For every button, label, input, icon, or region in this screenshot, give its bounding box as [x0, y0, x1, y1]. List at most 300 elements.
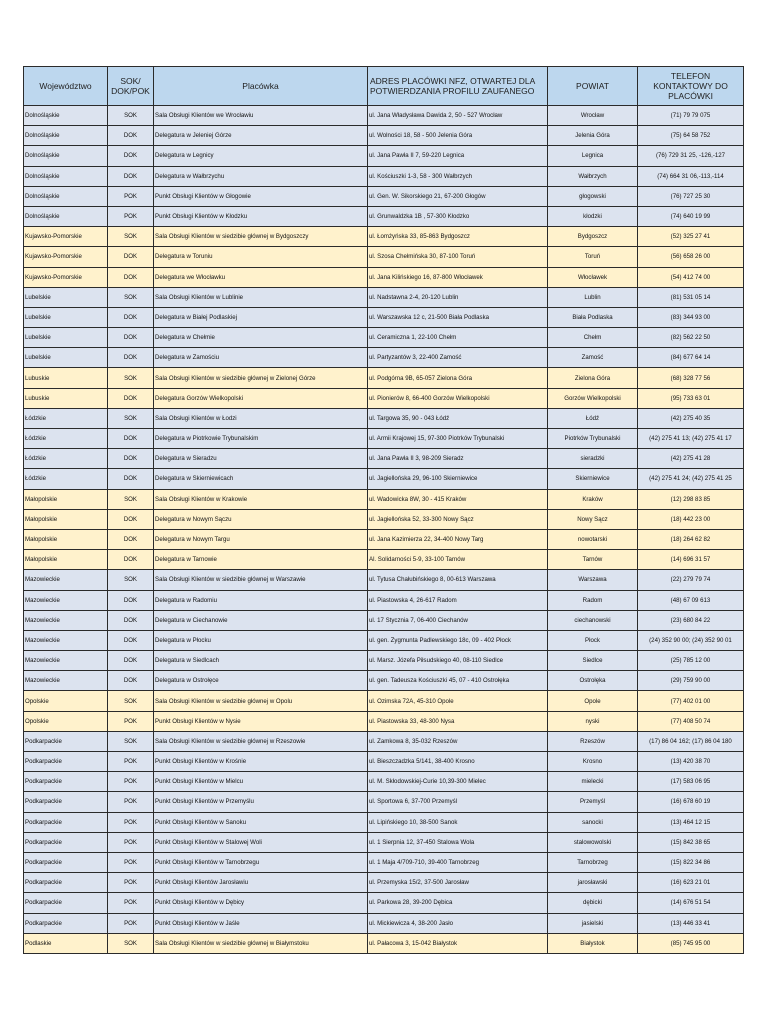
cell-adres: ul. Bieszczadzka 5/141, 38-400 Krosno [368, 752, 548, 772]
table-row [24, 630, 744, 650]
header-powiat: POWIAT [548, 67, 638, 106]
cell-adres: ul. Piastowska 33, 48-300 Nysa [368, 711, 548, 731]
cell-telefon: (16) 678 60 19 [638, 792, 744, 812]
table-row [24, 227, 744, 247]
table-row [24, 711, 744, 731]
cell-telefon: (48) 67 09 613 [638, 590, 744, 610]
cell-typ: SOK [108, 489, 154, 509]
cell-telefon: (75) 64 58 752 [638, 126, 744, 146]
cell-adres: ul. Grunwaldzka 1B , 57-300 Kłodzko [368, 206, 548, 226]
cell-typ: POK [108, 873, 154, 893]
cell-adres: ul. Jana Kazimierza 22, 34-400 Nowy Targ [368, 529, 548, 549]
cell-typ: POK [108, 852, 154, 872]
cell-powiat: Włocławek [548, 267, 638, 287]
cell-wojewodztwo: Kujawsko-Pomorskie [24, 247, 108, 267]
cell-placowka: Sala Obsługi Klientów w Krakowie [154, 489, 368, 509]
cell-typ: DOK [108, 509, 154, 529]
cell-adres: ul. Pionierów 8, 66-400 Gorzów Wielkopolski [368, 388, 548, 408]
cell-telefon: (76) 727 25 30 [638, 186, 744, 206]
cell-powiat: Bydgoszcz [548, 227, 638, 247]
cell-placowka: Sala Obsługi Klientów w Lublinie [154, 287, 368, 307]
cell-typ: POK [108, 711, 154, 731]
cell-wojewodztwo: Podkarpackie [24, 752, 108, 772]
cell-adres: ul. Podgórna 9B, 65-057 Zielona Góra [368, 368, 548, 388]
cell-adres: ul. 17 Stycznia 7, 06-400 Ciechanów [368, 610, 548, 630]
cell-powiat: Płock [548, 630, 638, 650]
cell-adres: ul. Marsz. Józefa Piłsudskiego 40, 08-110 Siedlce [368, 651, 548, 671]
cell-wojewodztwo: Mazowieckie [24, 630, 108, 650]
nfz-offices-table [23, 66, 744, 954]
cell-powiat: Tarnów [548, 550, 638, 570]
cell-adres: ul. 1 Maja 4/709-710, 39-400 Tarnobrzeg [368, 852, 548, 872]
cell-wojewodztwo: Dolnośląskie [24, 166, 108, 186]
cell-wojewodztwo: Mazowieckie [24, 590, 108, 610]
cell-wojewodztwo: Lubelskie [24, 348, 108, 368]
cell-placowka: Delegatura w Nowym Sączu [154, 509, 368, 529]
cell-typ: DOK [108, 469, 154, 489]
cell-typ: POK [108, 206, 154, 226]
cell-telefon: (68) 328 77 56 [638, 368, 744, 388]
cell-adres: ul. Nadstawna 2-4, 20-120 Lublin [368, 287, 548, 307]
cell-typ: DOK [108, 247, 154, 267]
cell-placowka: Delegatura Gorzów Wielkopolski [154, 388, 368, 408]
table-row [24, 832, 744, 852]
cell-typ: SOK [108, 933, 154, 953]
cell-powiat: Łódź [548, 408, 638, 428]
cell-adres: ul. Szosa Chełmińska 30, 87-100 Toruń [368, 247, 548, 267]
cell-powiat: Lublin [548, 287, 638, 307]
cell-telefon: (17) 86 04 162; (17) 86 04 180 [638, 731, 744, 751]
cell-powiat: jasielski [548, 913, 638, 933]
cell-adres: ul. Mickiewicza 4, 38-200 Jasło [368, 913, 548, 933]
cell-placowka: Punkt Obsługi Klientów w Stalowej Woli [154, 832, 368, 852]
cell-powiat: Skierniewice [548, 469, 638, 489]
table-row [24, 348, 744, 368]
cell-adres: ul. Targowa 35, 90 - 043 Łódź [368, 408, 548, 428]
cell-typ: DOK [108, 610, 154, 630]
cell-adres: ul. Tytusa Chałubińskiego 8, 00-613 Warszawa [368, 570, 548, 590]
table-row [24, 671, 744, 691]
cell-typ: POK [108, 752, 154, 772]
cell-adres: ul. Łomżyńska 33, 85-863 Bydgoszcz [368, 227, 548, 247]
table-row [24, 893, 744, 913]
cell-telefon: (83) 344 93 00 [638, 307, 744, 327]
table-row [24, 469, 744, 489]
cell-powiat: dębicki [548, 893, 638, 913]
cell-typ: SOK [108, 570, 154, 590]
cell-placowka: Delegatura w Piotrkowie Trybunalskim [154, 429, 368, 449]
table-row [24, 852, 744, 872]
cell-typ: SOK [108, 731, 154, 751]
table-row [24, 913, 744, 933]
table-row [24, 106, 744, 126]
cell-powiat: mielecki [548, 772, 638, 792]
cell-placowka: Punkt Obsługi Klientów w Przemyślu [154, 792, 368, 812]
cell-placowka: Punkt Obsługi Klientów w Tarnobrzegu [154, 852, 368, 872]
cell-wojewodztwo: Łódzkie [24, 469, 108, 489]
cell-adres: ul. gen. Tadeusza Kościuszki 45, 07 - 410 Ostrołęka [368, 671, 548, 691]
cell-powiat: Wrocław [548, 106, 638, 126]
cell-wojewodztwo: Podkarpackie [24, 832, 108, 852]
cell-wojewodztwo: Podkarpackie [24, 852, 108, 872]
cell-wojewodztwo: Podkarpackie [24, 812, 108, 832]
cell-typ: DOK [108, 651, 154, 671]
cell-wojewodztwo: Mazowieckie [24, 671, 108, 691]
table-body [24, 106, 744, 954]
cell-powiat: sieradzki [548, 449, 638, 469]
table-header [24, 67, 744, 106]
table-row [24, 328, 744, 348]
cell-telefon: (52) 325 27 41 [638, 227, 744, 247]
cell-placowka: Punkt Obsługi Klientów w Nysie [154, 711, 368, 731]
cell-placowka: Sala Obsługi Klientów we Wrocławiu [154, 106, 368, 126]
cell-typ: POK [108, 893, 154, 913]
cell-wojewodztwo: Lubelskie [24, 287, 108, 307]
cell-telefon: (23) 680 84 22 [638, 610, 744, 630]
cell-placowka: Delegatura w Ostrołęce [154, 671, 368, 691]
cell-placowka: Punkt Obsługi Klientów Jarosławiu [154, 873, 368, 893]
cell-powiat: Białystok [548, 933, 638, 953]
cell-placowka: Delegatura w Radomiu [154, 590, 368, 610]
header-telefon: TELEFON KONTAKTOWY DO PLACÓWKI [638, 67, 744, 106]
cell-telefon: (71) 79 79 075 [638, 106, 744, 126]
cell-wojewodztwo: Mazowieckie [24, 610, 108, 630]
cell-typ: POK [108, 792, 154, 812]
cell-wojewodztwo: Dolnośląskie [24, 146, 108, 166]
cell-placowka: Sala Obsługi Klientów w siedzibie głównej w Bydgoszczy [154, 227, 368, 247]
table-row [24, 792, 744, 812]
cell-placowka: Delegatura w Ciechanowie [154, 610, 368, 630]
cell-telefon: (15) 842 38 65 [638, 832, 744, 852]
cell-powiat: sanocki [548, 812, 638, 832]
cell-telefon: (14) 676 51 54 [638, 893, 744, 913]
cell-adres: ul. gen. Zygmunta Padlewskiego 18c, 09 - 402 Płock [368, 630, 548, 650]
cell-adres: ul. Jagiellońska 52, 33-300 Nowy Sącz [368, 509, 548, 529]
cell-adres: ul. Ceramiczna 1, 22-100 Chełm [368, 328, 548, 348]
cell-adres: ul. Partyzantów 3, 22-400 Zamość [368, 348, 548, 368]
cell-typ: DOK [108, 166, 154, 186]
cell-wojewodztwo: Łódzkie [24, 449, 108, 469]
cell-telefon: (13) 464 12 15 [638, 812, 744, 832]
table-row [24, 287, 744, 307]
cell-typ: DOK [108, 630, 154, 650]
cell-placowka: Sala Obsługi Klientów w Łodzi [154, 408, 368, 428]
cell-powiat: głogowski [548, 186, 638, 206]
cell-typ: DOK [108, 529, 154, 549]
cell-powiat: kłodzki [548, 206, 638, 226]
cell-telefon: (77) 402 01 00 [638, 691, 744, 711]
cell-wojewodztwo: Podlaskie [24, 933, 108, 953]
cell-powiat: Zielona Góra [548, 368, 638, 388]
cell-powiat: Jelenia Góra [548, 126, 638, 146]
cell-telefon: (15) 822 34 86 [638, 852, 744, 872]
cell-telefon: (13) 446 33 41 [638, 913, 744, 933]
cell-wojewodztwo: Dolnośląskie [24, 206, 108, 226]
cell-powiat: Nowy Sącz [548, 509, 638, 529]
table-row [24, 307, 744, 327]
table-row [24, 206, 744, 226]
cell-wojewodztwo: Opolskie [24, 691, 108, 711]
cell-wojewodztwo: Podkarpackie [24, 772, 108, 792]
cell-typ: DOK [108, 550, 154, 570]
cell-typ: DOK [108, 267, 154, 287]
cell-placowka: Punkt Obsługi Klientów w Sanoku [154, 812, 368, 832]
table-row [24, 368, 744, 388]
cell-adres: ul. Sportowa 6, 37-700 Przemyśl [368, 792, 548, 812]
cell-powiat: Biała Podlaska [548, 307, 638, 327]
header-adres: ADRES PLACÓWKI NFZ, OTWARTEJ DLA POTWIERDZANIA PROFILU ZAUFANEGO [368, 67, 548, 106]
cell-powiat: Opole [548, 691, 638, 711]
cell-adres: ul. Pałacowa 3, 15-042 Białystok [368, 933, 548, 953]
cell-placowka: Delegatura w Chełmie [154, 328, 368, 348]
cell-wojewodztwo: Dolnośląskie [24, 126, 108, 146]
table-row [24, 166, 744, 186]
table-row [24, 126, 744, 146]
table-row [24, 651, 744, 671]
table-row [24, 489, 744, 509]
cell-placowka: Sala Obsługi Klientów w siedzibie głównej w Białymstoku [154, 933, 368, 953]
table-row [24, 267, 744, 287]
cell-adres: ul. Parkowa 28, 39-200 Dębica [368, 893, 548, 913]
cell-telefon: (29) 759 90 00 [638, 671, 744, 691]
table-row [24, 408, 744, 428]
table-row [24, 610, 744, 630]
cell-placowka: Delegatura w Jeleniej Górze [154, 126, 368, 146]
cell-typ: DOK [108, 429, 154, 449]
cell-adres: ul. Jana Władysława Dawida 2, 50 - 527 Wrocław [368, 106, 548, 126]
cell-wojewodztwo: Dolnośląskie [24, 106, 108, 126]
table-row [24, 186, 744, 206]
cell-powiat: Tarnobrzeg [548, 852, 638, 872]
cell-powiat: nowotarski [548, 529, 638, 549]
cell-powiat: ciechanowski [548, 610, 638, 630]
cell-telefon: (74) 664 31 06,-113,-114 [638, 166, 744, 186]
cell-typ: DOK [108, 307, 154, 327]
cell-typ: POK [108, 832, 154, 852]
cell-powiat: stalowowolski [548, 832, 638, 852]
cell-adres: ul. Jana Kilińskiego 16, 87-800 Włocławek [368, 267, 548, 287]
cell-telefon: (22) 279 79 74 [638, 570, 744, 590]
cell-placowka: Delegatura w Legnicy [154, 146, 368, 166]
table-row [24, 691, 744, 711]
table-row [24, 873, 744, 893]
cell-typ: DOK [108, 671, 154, 691]
cell-telefon: (85) 745 95 00 [638, 933, 744, 953]
table-row [24, 247, 744, 267]
cell-typ: DOK [108, 449, 154, 469]
cell-telefon: (74) 640 19 99 [638, 206, 744, 226]
cell-powiat: Krosno [548, 752, 638, 772]
table-row [24, 146, 744, 166]
cell-wojewodztwo: Małopolskie [24, 529, 108, 549]
cell-telefon: (17) 583 06 95 [638, 772, 744, 792]
cell-powiat: jarosławski [548, 873, 638, 893]
cell-powiat: nyski [548, 711, 638, 731]
cell-adres: Al. Solidarności 5-9, 33-100 Tarnów [368, 550, 548, 570]
table-row [24, 731, 744, 751]
cell-placowka: Delegatura w Sieradzu [154, 449, 368, 469]
cell-telefon: (54) 412 74 00 [638, 267, 744, 287]
table-row [24, 752, 744, 772]
cell-wojewodztwo: Małopolskie [24, 509, 108, 529]
cell-telefon: (24) 352 90 00; (24) 352 90 01 [638, 630, 744, 650]
cell-wojewodztwo: Kujawsko-Pomorskie [24, 267, 108, 287]
cell-adres: ul. Wolności 18, 58 - 500 Jelenia Góra [368, 126, 548, 146]
cell-adres: ul. Kościuszki 1-3, 58 - 300 Wałbrzych [368, 166, 548, 186]
cell-placowka: Delegatura w Skierniewicach [154, 469, 368, 489]
table-row [24, 529, 744, 549]
cell-placowka: Delegatura w Wałbrzychu [154, 166, 368, 186]
cell-adres: ul. Przemyska 15/2, 37-500 Jarosław [368, 873, 548, 893]
cell-telefon: (14) 696 31 57 [638, 550, 744, 570]
cell-placowka: Delegatura we Włocławku [154, 267, 368, 287]
cell-wojewodztwo: Łódzkie [24, 408, 108, 428]
cell-telefon: (18) 442 23 00 [638, 509, 744, 529]
cell-wojewodztwo: Podkarpackie [24, 792, 108, 812]
cell-placowka: Delegatura w Zamościu [154, 348, 368, 368]
cell-typ: SOK [108, 408, 154, 428]
cell-powiat: Ostrołęka [548, 671, 638, 691]
cell-placowka: Sala Obsługi Klientów w siedzibie głównej w Warszawie [154, 570, 368, 590]
cell-adres: ul. Ozimska 72A, 45-310 Opole [368, 691, 548, 711]
cell-typ: DOK [108, 146, 154, 166]
cell-powiat: Piotrków Trybunalski [548, 429, 638, 449]
cell-placowka: Punkt Obsługi Klientów w Jaśle [154, 913, 368, 933]
cell-telefon: (18) 264 62 82 [638, 529, 744, 549]
table-row [24, 550, 744, 570]
cell-telefon: (84) 677 64 14 [638, 348, 744, 368]
cell-powiat: Siedlce [548, 651, 638, 671]
cell-telefon: (56) 658 26 00 [638, 247, 744, 267]
cell-powiat: Zamość [548, 348, 638, 368]
cell-telefon: (81) 531 05 14 [638, 287, 744, 307]
cell-adres: ul. Piastowska 4, 26-617 Radom [368, 590, 548, 610]
cell-placowka: Delegatura w Płocku [154, 630, 368, 650]
cell-powiat: Rzeszów [548, 731, 638, 751]
cell-adres: ul. Lipińskiego 10, 38-500 Sanok [368, 812, 548, 832]
cell-adres: ul. Jana Pawła II 7, 59-220 Legnica [368, 146, 548, 166]
cell-adres: ul. Armii Krajowej 15, 97-300 Piotrków Trybunalski [368, 429, 548, 449]
cell-typ: DOK [108, 126, 154, 146]
cell-wojewodztwo: Lubuskie [24, 368, 108, 388]
cell-powiat: Kraków [548, 489, 638, 509]
table-row [24, 509, 744, 529]
table-row [24, 812, 744, 832]
cell-telefon: (42) 275 41 28 [638, 449, 744, 469]
cell-wojewodztwo: Mazowieckie [24, 651, 108, 671]
table-row [24, 429, 744, 449]
cell-telefon: (12) 298 83 85 [638, 489, 744, 509]
cell-telefon: (42) 275 40 35 [638, 408, 744, 428]
cell-typ: DOK [108, 328, 154, 348]
cell-wojewodztwo: Podkarpackie [24, 731, 108, 751]
cell-typ: DOK [108, 348, 154, 368]
cell-typ: SOK [108, 287, 154, 307]
cell-typ: DOK [108, 388, 154, 408]
cell-placowka: Sala Obsługi Klientów w siedzibie głównej w Rzeszowie [154, 731, 368, 751]
cell-adres: ul. Jana Pawła II 3, 98-209 Sieradz [368, 449, 548, 469]
header-row [24, 67, 744, 106]
cell-telefon: (77) 408 50 74 [638, 711, 744, 731]
cell-telefon: (25) 785 12 00 [638, 651, 744, 671]
cell-placowka: Delegatura w Tarnowie [154, 550, 368, 570]
cell-telefon: (95) 733 63 01 [638, 388, 744, 408]
cell-wojewodztwo: Podkarpackie [24, 893, 108, 913]
cell-placowka: Punkt Obsługi Klientów w Kłodzku [154, 206, 368, 226]
cell-typ: SOK [108, 106, 154, 126]
table-row [24, 933, 744, 953]
cell-adres: ul. Warszawska 12 c, 21-500 Biała Podlaska [368, 307, 548, 327]
cell-wojewodztwo: Lubuskie [24, 388, 108, 408]
cell-placowka: Punkt Obsługi Klientów w Dębicy [154, 893, 368, 913]
cell-wojewodztwo: Opolskie [24, 711, 108, 731]
cell-wojewodztwo: Podkarpackie [24, 873, 108, 893]
cell-telefon: (76) 729 31 25, -126,-127 [638, 146, 744, 166]
header-placowka: Placówka [154, 67, 368, 106]
cell-adres: ul. M. Skłodowskiej-Curie 10,39-300 Mielec [368, 772, 548, 792]
cell-telefon: (16) 623 21 01 [638, 873, 744, 893]
table-row [24, 449, 744, 469]
cell-powiat: Chełm [548, 328, 638, 348]
cell-placowka: Sala Obsługi Klientów w siedzibie głównej w Zielonej Górze [154, 368, 368, 388]
cell-adres: ul. Jagiellońska 29, 96-100 Skierniewice [368, 469, 548, 489]
cell-typ: POK [108, 812, 154, 832]
header-typ: SOK/ DOK/POK [108, 67, 154, 106]
cell-wojewodztwo: Małopolskie [24, 489, 108, 509]
cell-typ: POK [108, 772, 154, 792]
cell-telefon: (42) 275 41 13; (42) 275 41 17 [638, 429, 744, 449]
cell-wojewodztwo: Dolnośląskie [24, 186, 108, 206]
table-row [24, 388, 744, 408]
table-row [24, 590, 744, 610]
cell-placowka: Punkt Obsługi Klientów w Krośnie [154, 752, 368, 772]
cell-typ: SOK [108, 227, 154, 247]
cell-placowka: Delegatura w Siedlcach [154, 651, 368, 671]
cell-wojewodztwo: Lubelskie [24, 307, 108, 327]
table-row [24, 570, 744, 590]
cell-placowka: Delegatura w Toruniu [154, 247, 368, 267]
cell-telefon: (42) 275 41 24; (42) 275 41 25 [638, 469, 744, 489]
cell-typ: SOK [108, 691, 154, 711]
cell-placowka: Delegatura w Nowym Targu [154, 529, 368, 549]
cell-typ: POK [108, 186, 154, 206]
cell-adres: ul. Zamkowa 8, 35-032 Rzeszów [368, 731, 548, 751]
cell-wojewodztwo: Kujawsko-Pomorskie [24, 227, 108, 247]
cell-telefon: (82) 562 22 50 [638, 328, 744, 348]
cell-powiat: Toruń [548, 247, 638, 267]
cell-powiat: Warszawa [548, 570, 638, 590]
cell-placowka: Punkt Obsługi Klientów w Głogowie [154, 186, 368, 206]
cell-powiat: Gorzów Wielkopolski [548, 388, 638, 408]
table-row [24, 772, 744, 792]
cell-placowka: Delegatura w Białej Podlaskiej [154, 307, 368, 327]
cell-typ: POK [108, 913, 154, 933]
cell-telefon: (13) 420 38 70 [638, 752, 744, 772]
cell-placowka: Punkt Obsługi Klientów w Mielcu [154, 772, 368, 792]
cell-typ: DOK [108, 590, 154, 610]
cell-wojewodztwo: Podkarpackie [24, 913, 108, 933]
header-wojewodztwo: Województwo [24, 67, 108, 106]
cell-placowka: Sala Obsługi Klientów w siedzibie głównej w Opolu [154, 691, 368, 711]
cell-wojewodztwo: Małopolskie [24, 550, 108, 570]
cell-wojewodztwo: Lubelskie [24, 328, 108, 348]
cell-powiat: Wałbrzych [548, 166, 638, 186]
cell-wojewodztwo: Mazowieckie [24, 570, 108, 590]
cell-powiat: Radom [548, 590, 638, 610]
cell-adres: ul. 1 Sierpnia 12, 37-450 Stalowa Wola [368, 832, 548, 852]
cell-typ: SOK [108, 368, 154, 388]
cell-powiat: Przemyśl [548, 792, 638, 812]
